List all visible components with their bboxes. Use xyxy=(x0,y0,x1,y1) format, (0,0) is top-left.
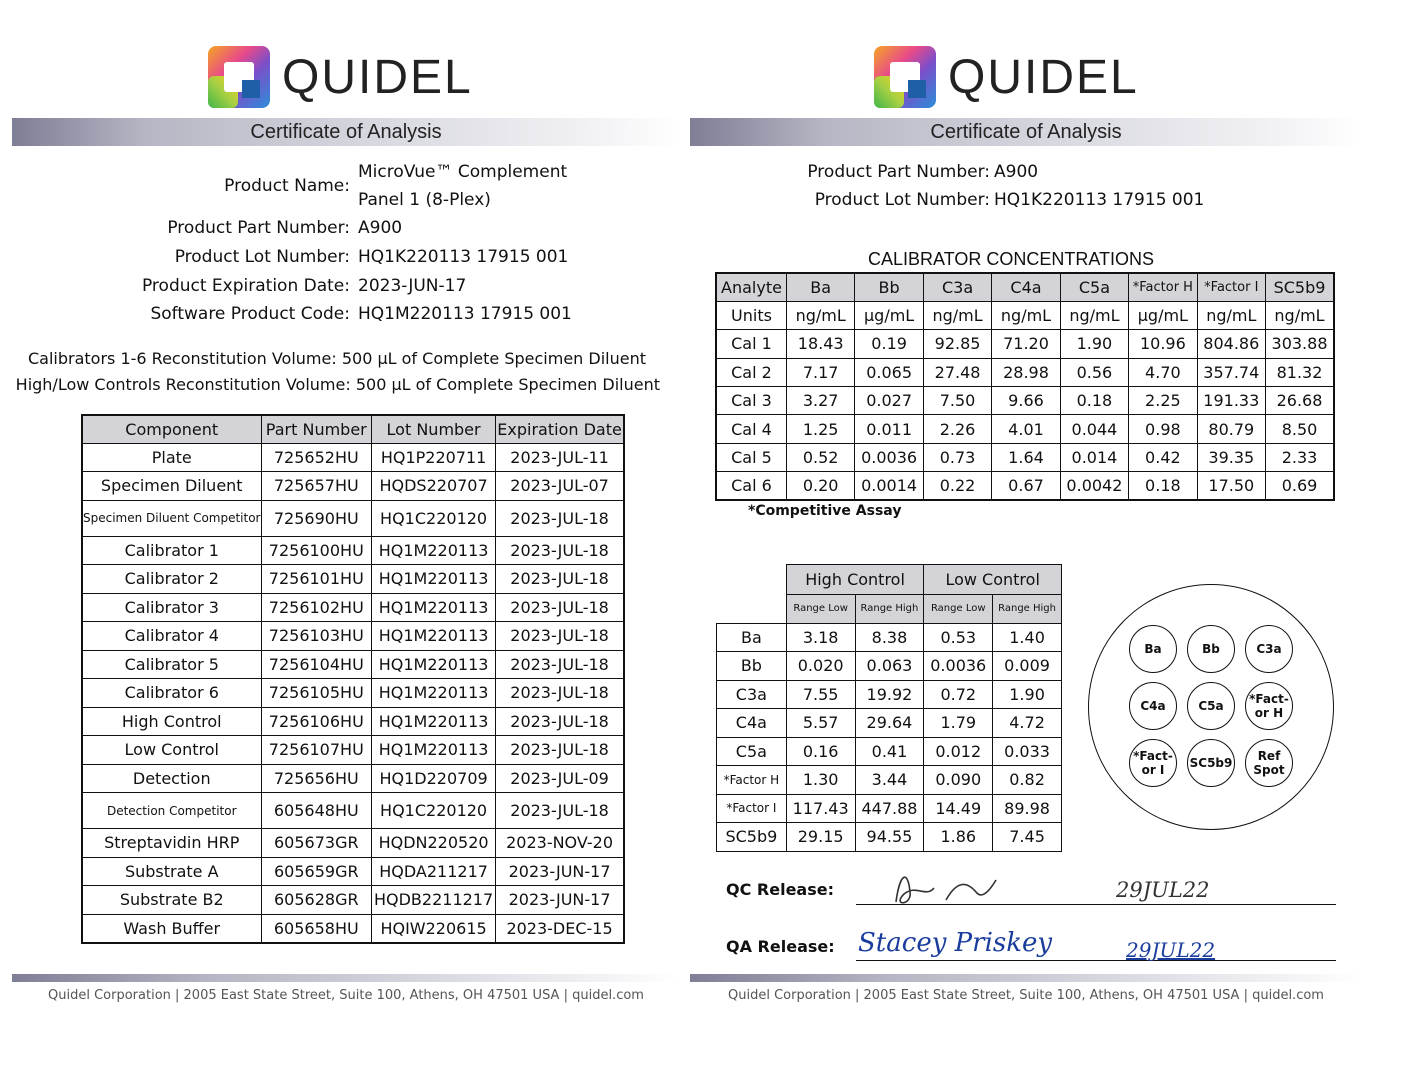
range-high-header: Range High xyxy=(993,595,1062,624)
calibrator-label: Cal 6 xyxy=(716,472,786,500)
concentration-cell: 0.73 xyxy=(923,443,991,471)
concentration-cell: 8.50 xyxy=(1266,415,1334,443)
control-analyte-label: SC5b9 xyxy=(717,823,787,852)
control-range-cell: 1.86 xyxy=(924,823,993,852)
table-row xyxy=(82,914,624,943)
analyte-header: C4a xyxy=(992,273,1060,301)
control-range-cell: 1.79 xyxy=(924,709,993,738)
table-row xyxy=(717,709,1062,738)
concentration-cell: 9.66 xyxy=(992,387,1060,415)
lot-number-cell: HQ1D220709 xyxy=(372,764,496,793)
part-number-cell: 605658HU xyxy=(261,914,372,943)
component-cell: Calibrator 2 xyxy=(82,565,261,594)
table-row xyxy=(82,829,624,858)
table-row xyxy=(716,472,1334,500)
concentration-cell: 0.027 xyxy=(855,387,923,415)
control-range-cell: 0.012 xyxy=(924,737,993,766)
quidel-logo-text: QUIDEL xyxy=(948,50,1139,104)
component-cell: High Control xyxy=(82,707,261,736)
concentration-cell: 1.25 xyxy=(786,415,854,443)
table-row xyxy=(716,358,1334,386)
lot-number-cell: HQ1M220113 xyxy=(372,736,496,765)
analyte-header: C5a xyxy=(1060,273,1128,301)
part-number-cell: 7256105HU xyxy=(261,679,372,708)
plate-well xyxy=(1245,739,1293,787)
footer-band xyxy=(690,974,1362,982)
component-cell: Detection xyxy=(82,764,261,793)
component-cell: Specimen Diluent xyxy=(82,472,261,501)
part-number-cell: 7256104HU xyxy=(261,650,372,679)
concentration-cell: 0.52 xyxy=(786,443,854,471)
well-label: or I xyxy=(1141,763,1165,777)
software-code-label: Software Product Code: xyxy=(150,304,350,324)
table-row xyxy=(82,500,624,536)
well-label: Ba xyxy=(1144,642,1162,656)
qc-release-date: 29JUL22 xyxy=(1116,878,1210,902)
component-cell: Calibrator 6 xyxy=(82,679,261,708)
calibrator-label: Cal 2 xyxy=(716,358,786,386)
footer-text: Quidel Corporation | 2005 East State Street, Suite 100, Athens, OH 47501 USA | quidel.com xyxy=(48,988,644,1003)
low-control-header: Low Control xyxy=(924,565,1062,595)
table-row xyxy=(82,679,624,708)
concentration-cell: 18.43 xyxy=(786,330,854,358)
control-range-cell: 4.72 xyxy=(993,709,1062,738)
concentration-cell: 27.48 xyxy=(923,358,991,386)
part-number-cell: 605648HU xyxy=(261,793,372,829)
analyte-header: *Factor H xyxy=(1129,273,1197,301)
plate-well xyxy=(1187,739,1235,787)
product-info-block xyxy=(12,160,680,340)
analyte-header: C3a xyxy=(923,273,991,301)
concentration-cell: 2.26 xyxy=(923,415,991,443)
concentration-cell: 0.18 xyxy=(1129,472,1197,500)
expiration-date-cell: 2023-JUL-18 xyxy=(496,593,624,622)
competitive-assay-note: *Competitive Assay xyxy=(748,503,902,519)
part-number-cell: 725652HU xyxy=(261,443,372,472)
column-header: Expiration Date xyxy=(496,415,624,443)
table-row xyxy=(82,857,624,886)
expiration-date-cell: 2023-DEC-15 xyxy=(496,914,624,943)
expiration-date-cell: 2023-JUL-18 xyxy=(496,500,624,536)
control-range-cell: 0.72 xyxy=(924,680,993,709)
concentration-cell: 0.18 xyxy=(1060,387,1128,415)
well-label: *Fact- xyxy=(1133,749,1173,763)
calibrator-label: Cal 1 xyxy=(716,330,786,358)
control-range-cell: 0.090 xyxy=(924,766,993,795)
control-range-cell: 7.45 xyxy=(993,823,1062,852)
well-label: C5a xyxy=(1198,699,1224,713)
qc-signature xyxy=(886,862,1016,912)
lot-number-label: Product Lot Number: xyxy=(814,190,990,210)
product-info-block xyxy=(690,162,1362,222)
well-label: Ref xyxy=(1257,749,1281,763)
part-number-cell: 7256106HU xyxy=(261,707,372,736)
qa-signature: Stacey Priskey xyxy=(858,928,1053,958)
concentration-cell: 0.0014 xyxy=(855,472,923,500)
table-row xyxy=(82,736,624,765)
component-cell: Calibrator 3 xyxy=(82,593,261,622)
well-label: C4a xyxy=(1140,699,1166,713)
footer-text: Quidel Corporation | 2005 East State Street, Suite 100, Athens, OH 47501 USA | quidel.com xyxy=(728,988,1324,1003)
lot-number-cell: HQ1M220113 xyxy=(372,679,496,708)
concentration-cell: 0.67 xyxy=(992,472,1060,500)
qa-signature-line xyxy=(856,960,1336,961)
expiration-date-cell: 2023-JUL-18 xyxy=(496,707,624,736)
concentration-cell: 0.19 xyxy=(855,330,923,358)
control-range-cell: 0.82 xyxy=(993,766,1062,795)
component-cell: Streptavidin HRP xyxy=(82,829,261,858)
expiration-date-cell: 2023-JUL-18 xyxy=(496,622,624,651)
controls-subheader-row xyxy=(717,595,1062,624)
concentration-cell: 80.79 xyxy=(1197,415,1265,443)
control-range-cell: 0.16 xyxy=(786,737,855,766)
plate-well xyxy=(1129,682,1177,730)
concentration-cell: 1.64 xyxy=(992,443,1060,471)
concentration-cell: 0.42 xyxy=(1129,443,1197,471)
lot-number-cell: HQDN220520 xyxy=(372,829,496,858)
unit-cell: µg/mL xyxy=(855,301,923,329)
analyte-header: *Factor I xyxy=(1197,273,1265,301)
lot-number-cell: HQ1C220120 xyxy=(372,793,496,829)
table-row xyxy=(82,536,624,565)
concentration-cell: 0.20 xyxy=(786,472,854,500)
qa-release-date: 29JUL22 xyxy=(1126,938,1216,962)
table-row xyxy=(716,387,1334,415)
quidel-logo xyxy=(208,46,473,108)
quidel-logo xyxy=(874,46,1139,108)
concentration-cell: 0.011 xyxy=(855,415,923,443)
expiration-date-cell: 2023-JUL-07 xyxy=(496,472,624,501)
units-label: Units xyxy=(716,301,786,329)
part-number-label: Product Part Number: xyxy=(807,162,990,182)
table-row xyxy=(82,622,624,651)
table-row xyxy=(82,593,624,622)
concentration-cell: 2.33 xyxy=(1266,443,1334,471)
analyte-header: Ba xyxy=(786,273,854,301)
concentration-cell: 81.32 xyxy=(1266,358,1334,386)
unit-cell: ng/mL xyxy=(992,301,1060,329)
part-number-cell: 605659GR xyxy=(261,857,372,886)
control-range-cell: 0.41 xyxy=(855,737,924,766)
calibrator-label: Cal 5 xyxy=(716,443,786,471)
controls-table-body xyxy=(717,565,1062,852)
concentration-cell: 0.044 xyxy=(1060,415,1128,443)
expiration-date-cell: 2023-JUN-17 xyxy=(496,886,624,915)
product-name-value-line1: MicroVue™ Complement xyxy=(358,162,568,182)
well-label: *Fact- xyxy=(1249,692,1289,706)
control-range-cell: 29.15 xyxy=(786,823,855,852)
concentration-cell: 1.90 xyxy=(1060,330,1128,358)
concentration-cell: 7.17 xyxy=(786,358,854,386)
lot-number-cell: HQIW220615 xyxy=(372,914,496,943)
concentration-cell: 10.96 xyxy=(1129,330,1197,358)
table-row xyxy=(716,330,1334,358)
expiration-date-cell: 2023-JUL-18 xyxy=(496,536,624,565)
lot-number-value: HQ1K220113 17915 001 xyxy=(358,247,569,267)
concentration-cell: 7.50 xyxy=(923,387,991,415)
concentration-cell: 71.20 xyxy=(992,330,1060,358)
table-row xyxy=(82,886,624,915)
control-range-cell: 1.30 xyxy=(786,766,855,795)
lot-number-cell: HQ1C220120 xyxy=(372,500,496,536)
concentration-cell: 0.22 xyxy=(923,472,991,500)
calibrator-label: Cal 4 xyxy=(716,415,786,443)
control-range-cell: 3.18 xyxy=(786,623,855,652)
expiration-date-cell: 2023-JUL-11 xyxy=(496,443,624,472)
component-cell: Wash Buffer xyxy=(82,914,261,943)
part-number-cell: 7256107HU xyxy=(261,736,372,765)
concentration-cell: 3.27 xyxy=(786,387,854,415)
table-row xyxy=(717,794,1062,823)
control-range-cell: 19.92 xyxy=(855,680,924,709)
control-analyte-label: *Factor I xyxy=(717,794,787,823)
component-cell: Detection Competitor xyxy=(82,793,261,829)
component-cell: Low Control xyxy=(82,736,261,765)
concentration-cell: 357.74 xyxy=(1197,358,1265,386)
part-number-cell: 7256103HU xyxy=(261,622,372,651)
high-control-header: High Control xyxy=(786,565,924,595)
control-range-cell: 1.90 xyxy=(993,680,1062,709)
part-number-cell: 7256100HU xyxy=(261,536,372,565)
part-number-cell: 725657HU xyxy=(261,472,372,501)
unit-cell: µg/mL xyxy=(1129,301,1197,329)
lot-number-label: Product Lot Number: xyxy=(174,247,350,267)
components-table xyxy=(81,414,625,944)
table-row xyxy=(717,623,1062,652)
controls-table xyxy=(716,564,1062,852)
plate-well xyxy=(1187,682,1235,730)
calibrator-label: Cal 3 xyxy=(716,387,786,415)
analyte-header: SC5b9 xyxy=(1266,273,1334,301)
expiration-date-cell: 2023-JUL-09 xyxy=(496,764,624,793)
column-header: Part Number xyxy=(261,415,372,443)
control-range-cell: 14.49 xyxy=(924,794,993,823)
lot-number-cell: HQ1P220711 xyxy=(372,443,496,472)
well-label: Bb xyxy=(1202,642,1220,656)
control-range-cell: 0.0036 xyxy=(924,652,993,681)
component-cell: Calibrator 4 xyxy=(82,622,261,651)
concentration-cell: 28.98 xyxy=(992,358,1060,386)
plate-well-layout xyxy=(1088,584,1334,830)
well-label: SC5b9 xyxy=(1189,756,1233,770)
concentration-cell: 92.85 xyxy=(923,330,991,358)
plate-well xyxy=(1129,739,1177,787)
lot-number-cell: HQ1M220113 xyxy=(372,536,496,565)
component-cell: Substrate A xyxy=(82,857,261,886)
column-header: Lot Number xyxy=(372,415,496,443)
concentration-cell: 2.25 xyxy=(1129,387,1197,415)
expiration-date-cell: 2023-JUL-18 xyxy=(496,679,624,708)
control-analyte-label: Bb xyxy=(717,652,787,681)
control-analyte-label: C5a xyxy=(717,737,787,766)
control-analyte-label: Ba xyxy=(717,623,787,652)
lot-number-cell: HQDS220707 xyxy=(372,472,496,501)
table-row xyxy=(82,443,624,472)
concentration-cell: 0.014 xyxy=(1060,443,1128,471)
control-range-cell: 0.020 xyxy=(786,652,855,681)
control-range-cell: 117.43 xyxy=(786,794,855,823)
table-row xyxy=(82,707,624,736)
range-high-header: Range High xyxy=(855,595,924,624)
calibrator-concentrations-title: CALIBRATOR CONCENTRATIONS xyxy=(868,249,1155,269)
range-low-header: Range Low xyxy=(924,595,993,624)
unit-cell: ng/mL xyxy=(786,301,854,329)
concentration-cell: 191.33 xyxy=(1197,387,1265,415)
lot-number-cell: HQDA211217 xyxy=(372,857,496,886)
control-range-cell: 7.55 xyxy=(786,680,855,709)
unit-cell: ng/mL xyxy=(1197,301,1265,329)
part-number-cell: 7256102HU xyxy=(261,593,372,622)
components-table-body xyxy=(82,415,624,943)
control-recon-volume: High/Low Controls Reconstitution Volume: 500 µL of Complete Specimen Diluent xyxy=(15,375,660,394)
analyte-header: Bb xyxy=(855,273,923,301)
components-header-row xyxy=(82,415,624,443)
lot-number-cell: HQ1M220113 xyxy=(372,593,496,622)
expiration-date-cell: 2023-JUL-18 xyxy=(496,565,624,594)
table-row xyxy=(717,737,1062,766)
lot-number-cell: HQDB2211217 xyxy=(372,886,496,915)
control-range-cell: 0.009 xyxy=(993,652,1062,681)
qa-release-label: QA Release: xyxy=(726,937,835,956)
control-analyte-label: C4a xyxy=(717,709,787,738)
part-number-cell: 725656HU xyxy=(261,764,372,793)
control-range-cell: 0.53 xyxy=(924,623,993,652)
part-number-cell: 605673GR xyxy=(261,829,372,858)
calibrator-recon-volume: Calibrators 1-6 Reconstitution Volume: 500 µL of Complete Specimen Diluent xyxy=(27,349,646,368)
control-range-cell: 447.88 xyxy=(855,794,924,823)
lot-number-cell: HQ1M220113 xyxy=(372,707,496,736)
control-range-cell: 94.55 xyxy=(855,823,924,852)
plate-well xyxy=(1245,682,1293,730)
table-row xyxy=(82,650,624,679)
concentration-cell: 0.69 xyxy=(1266,472,1334,500)
concentration-cell: 303.88 xyxy=(1266,330,1334,358)
product-name-label: Product Name: xyxy=(224,176,350,196)
control-range-cell: 0.033 xyxy=(993,737,1062,766)
control-range-cell: 8.38 xyxy=(855,623,924,652)
lot-number-cell: HQ1M220113 xyxy=(372,565,496,594)
well-label: or H xyxy=(1254,706,1284,720)
controls-header-row xyxy=(717,565,1062,595)
quidel-logo-text: QUIDEL xyxy=(282,50,473,104)
product-name-value-line2: Panel 1 (8-Plex) xyxy=(358,190,491,210)
expiration-date-cell: 2023-NOV-20 xyxy=(496,829,624,858)
calibrator-table-body xyxy=(716,273,1334,500)
expiration-date-cell: 2023-JUL-18 xyxy=(496,793,624,829)
table-row xyxy=(82,565,624,594)
control-range-cell: 89.98 xyxy=(993,794,1062,823)
concentration-cell: 4.01 xyxy=(992,415,1060,443)
analyte-header-row xyxy=(716,273,1334,301)
part-number-value: A900 xyxy=(358,218,403,238)
certificate-title: Certificate of Analysis xyxy=(12,118,680,146)
component-cell: Calibrator 5 xyxy=(82,650,261,679)
component-cell: Calibrator 1 xyxy=(82,536,261,565)
part-number-cell: 7256101HU xyxy=(261,565,372,594)
concentration-cell: 4.70 xyxy=(1129,358,1197,386)
component-cell: Plate xyxy=(82,443,261,472)
table-row xyxy=(717,652,1062,681)
well-label: C3a xyxy=(1256,642,1282,656)
table-row xyxy=(82,764,624,793)
footer-band xyxy=(12,974,680,982)
part-number-label: Product Part Number: xyxy=(167,218,350,238)
concentration-cell: 0.0036 xyxy=(855,443,923,471)
concentration-cell: 17.50 xyxy=(1197,472,1265,500)
well-label: Spot xyxy=(1253,763,1285,777)
quidel-logo-mark xyxy=(874,46,936,108)
software-code-value: HQ1M220113 17915 001 xyxy=(358,304,572,324)
plate-well xyxy=(1187,625,1235,673)
lot-number-cell: HQ1M220113 xyxy=(372,622,496,651)
certificate-page-right xyxy=(690,42,1362,1012)
unit-cell: ng/mL xyxy=(1266,301,1334,329)
quidel-logo-mark xyxy=(208,46,270,108)
unit-cell: ng/mL xyxy=(923,301,991,329)
plate-well xyxy=(1129,625,1177,673)
concentration-cell: 804.86 xyxy=(1197,330,1265,358)
control-range-cell: 29.64 xyxy=(855,709,924,738)
expiration-date-label: Product Expiration Date: xyxy=(141,276,350,296)
table-row xyxy=(716,415,1334,443)
table-row xyxy=(717,766,1062,795)
component-cell: Substrate B2 xyxy=(82,886,261,915)
concentration-cell: 0.98 xyxy=(1129,415,1197,443)
column-header: Component xyxy=(82,415,261,443)
table-row xyxy=(717,823,1062,852)
control-range-cell: 5.57 xyxy=(786,709,855,738)
control-range-cell: 0.063 xyxy=(855,652,924,681)
concentration-cell: 0.065 xyxy=(855,358,923,386)
concentration-cell: 0.56 xyxy=(1060,358,1128,386)
component-cell: Specimen Diluent Competitor xyxy=(82,500,261,536)
unit-cell: ng/mL xyxy=(1060,301,1128,329)
expiration-date-cell: 2023-JUN-17 xyxy=(496,857,624,886)
concentration-cell: 39.35 xyxy=(1197,443,1265,471)
control-analyte-label: *Factor H xyxy=(717,766,787,795)
control-range-cell: 3.44 xyxy=(855,766,924,795)
analyte-label: Analyte xyxy=(716,273,786,301)
table-row xyxy=(716,443,1334,471)
calibrator-table xyxy=(715,272,1335,501)
table-row xyxy=(717,680,1062,709)
lot-number-value: HQ1K220113 17915 001 xyxy=(994,190,1205,210)
certificate-title: Certificate of Analysis xyxy=(690,118,1362,146)
concentration-cell: 26.68 xyxy=(1266,387,1334,415)
table-row xyxy=(82,793,624,829)
part-number-value: A900 xyxy=(994,162,1039,182)
part-number-cell: 605628GR xyxy=(261,886,372,915)
control-range-cell: 1.40 xyxy=(993,623,1062,652)
qc-release-label: QC Release: xyxy=(726,880,834,899)
expiration-date-cell: 2023-JUL-18 xyxy=(496,650,624,679)
expiration-date-cell: 2023-JUL-18 xyxy=(496,736,624,765)
units-row xyxy=(716,301,1334,329)
control-analyte-label: C3a xyxy=(717,680,787,709)
concentration-cell: 0.0042 xyxy=(1060,472,1128,500)
range-low-header: Range Low xyxy=(786,595,855,624)
certificate-page-left xyxy=(12,42,680,1012)
expiration-date-value: 2023-JUN-17 xyxy=(358,276,467,296)
table-row xyxy=(82,472,624,501)
plate-well xyxy=(1245,625,1293,673)
lot-number-cell: HQ1M220113 xyxy=(372,650,496,679)
part-number-cell: 725690HU xyxy=(261,500,372,536)
